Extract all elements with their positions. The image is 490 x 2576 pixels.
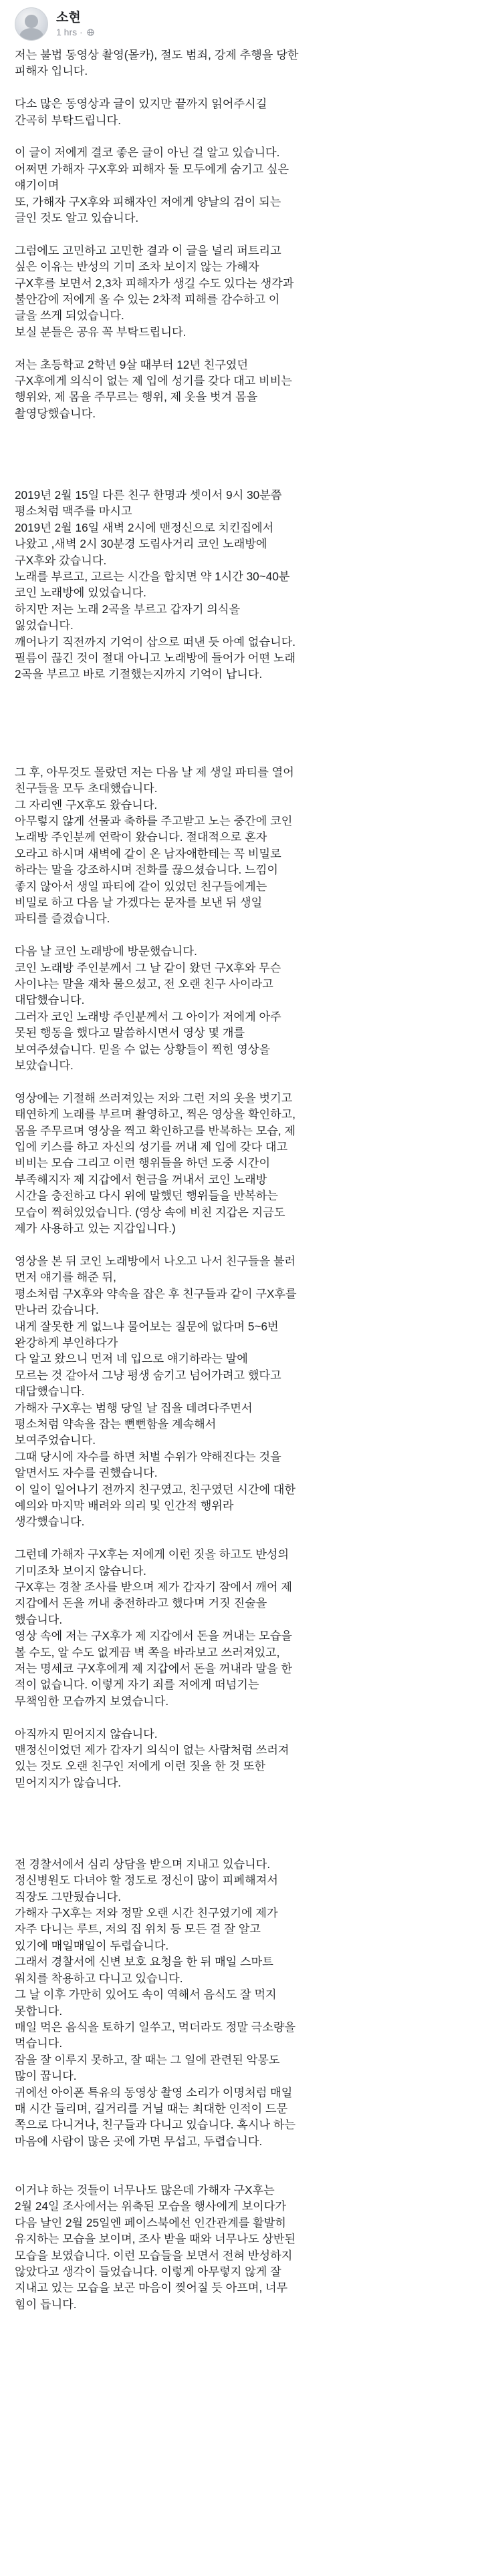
paragraph-spacer (15, 421, 475, 487)
paragraph-spacer (15, 340, 475, 356)
paragraph-spacer (15, 1709, 475, 1725)
post-paragraph-1: 저는 불법 동영상 촬영(몰카), 절도 범죄, 강제 추행을 당한 피해자 입니다. (15, 48, 299, 78)
paragraph-spacer (15, 1237, 475, 1253)
post-paragraph-7: 그 후, 아무것도 몰랐던 저는 다음 날 제 생일 파티를 열어 친구들을 모두 초대했습니다. 그 자리엔 구X후도 왔습니다. 아무렇지 않게 선물과 축하를 주고받고 노는 중간에 코인 노래방 주인분께 연락이 왔습니다. 절대적으로 혼자 오라고 하시며 새벽에 같이 온 남자애한테는 꼭 비밀로 하라는 말을 강조하시며 전화를 끊으셨습니다. 느낌이 좋지 않아서 생일 파티에 같이 있었던 친구들에게는 비밀로 하고 다음 날 가겠다는 문자를 보낸 뒤 생일 파티를 즐겼습니다. (15, 765, 294, 926)
post-paragraph-8: 다음 날 코인 노래방에 방문했습니다. 코인 노래방 주인분께서 그 날 같이 왔던 구X후와 무슨 사이냐는 말을 재차 물으셨고, 전 오랜 친구 사이라고 대답했습니다. 그러자 코인 노래방 주인분께서 그 아이가 저에게 아주 못된 행동을 했다고 말씀하시면서 영상 몇 개를 보여주셨습니다. 믿을 수 없는 상황들이 찍힌 영상을 보았습니다. (15, 944, 281, 1073)
author-avatar[interactable] (15, 7, 48, 41)
post-timestamp[interactable]: 1 hrs · (56, 27, 83, 37)
paragraph-spacer (15, 1073, 475, 1089)
post-body (0, 43, 490, 2312)
paragraph-spacer (15, 226, 475, 242)
author-name[interactable]: 소현 (56, 11, 81, 25)
paragraph-spacer (15, 128, 475, 144)
paragraph-spacer (15, 927, 475, 943)
post-paragraph-14: 이거냐 하는 것들이 너무나도 많은데 가해자 구X후는 2월 24일 조사에서는 위축된 모습을 행사에게 보이다가 다음 날인 2월 25일엔 페이스북에선 인간관계를 활발히 유지하는 모습을 보이며, 조사 받을 때와 너무나도 상반된 모습을 보였습니다. 이런 모습들을 보면서 전혀 반성하지 않았다고 생각이 들었습니다. 이렇게 아무렇지 않게 잘 지내고 있는 모습을 보곤 마음이 찢어질 듯 아프며, 너무 힘이 듭니다. (15, 2183, 296, 2311)
post-meta (56, 10, 94, 38)
post-paragraph-11: 그런데 가해자 구X후는 저에게 이런 짓을 하고도 반성의 기미조차 보이지 않습니다. 구X후는 경찰 조사를 받으며 제가 갑자기 잠에서 깨어 제 지갑에서 돈을 꺼내 충전하라고 했다며 거짓 진술을 했습니다. 영상 속에 저는 구X후가 제 지갑에서 돈을 꺼내는 모습을 볼 수도, 알 수도 없게끔 벽 쪽을 바라보고 쓰러져있고, 저는 명세코 구X후에게 제 지갑에서 돈을 꺼내라 말을 한 적이 없습니다. 이렇게 자기 죄를 저에게 떠넘기는 무책임한 모습까지 보였습니다. (15, 1547, 292, 1708)
post-paragraph-3: 이 글이 저에게 결코 좋은 글이 아닌 걸 알고 있습니다. 어쩌면 가해자 구X후와 피해자 둘 모두에게 숨기고 싶은 얘기이며 또, 가해자 구X후와 피해자인 저에게 양날의 검이 되는 글인 것도 알고 있습니다. (15, 146, 289, 225)
post-paragraph-12: 아직까지 믿어지지 않습니다. 맨정신이었던 제가 갑자기 의식이 없는 사람처럼 쓰러져 있는 것도 오랜 친구인 저에게 이런 짓을 한 것 또한 믿어지지가 않습니다. (15, 1726, 289, 1789)
post-paragraph-13: 전 경찰서에서 심리 상담을 받으며 지내고 있습니다. 정신병원도 다녀야 할 정도로 정신이 많이 피폐해져서 직장도 그만뒀습니다. 가해자 구X후는 저와 정말 오랜 시간 친구였기에 제가 자주 다니는 루트, 저의 집 위치 등 모든 걸 잘 알고 있기에 매일매일이 두렵습니다. 그래서 경찰서에 신변 보호 요청을 한 뒤 매일 스마트 워치를 착용하고 다니고 있습니다. 그 날 이후 가만히 있어도 속이 역해서 음식도 잘 먹지 못합니다. 매일 먹은 음식을 토하기 일쑤고, 먹더라도 정말 극소량을 먹습니다. 잠을 잘 이루지 못하고, 잘 때는 그 일에 관련된 악몽도 많이 꿉니다. 귀에선 아이폰 특유의 동영상 촬영 소리가 이명처럼 매일 매 시간 들리며, 길거리를 거닐 때는 최대한 인적이 드문 쪽으로 다니거나, 친구들과 다니고 있습니다. 혹시나 하는 마음에 사람이 많은 곳에 가면 무섭고, 두렵습니다. (15, 1857, 296, 2148)
post-paragraph-6: 2019년 2월 15일 다른 친구 한명과 셋이서 9시 30분쯤 평소처럼 맥주를 마시고 2019년 2월 16일 새벽 2시에 맨정신으로 치킨집에서 나왔고 ,새벽 2시 30분경 도림사거리 코인 노래방에 구X후와 갔습니다. 노래를 부르고, 고르는 시간을 합치면 약 1시간 30~40분 코인 노래방에 있었습니다. 하지만 저는 노래 2곡을 부르고 갑자기 의식을 잃었습니다. 깨어나기 직전까지 기억이 삽으로 떠낸 듯 아예 없습니다. 필름이 끊긴 것이 절대 아니고 노래방에 들어가 어떤 노래 2곡을 부르고 바로 기절했는지까지 기억이 납니다. (15, 488, 296, 681)
post-paragraph-10: 영상을 본 뒤 코인 노래방에서 나오고 나서 친구들을 불러 먼저 얘기를 해준 뒤, 평소처럼 구X후와 약속을 잡은 후 친구들과 같이 구X후를 만나러 갔습니다. 내게 잘못한 게 없느냐 물어보는 질문에 없다며 5~6번 완강하게 부인하다가 다 알고 왔으니 먼저 네 입으로 얘기하라는 말에 모르는 것 같아서 그냥 평생 숨기고 넘어가려고 했다고 대답했습니다. 가해자 구X후는 범행 당일 날 집을 데려다주면서 평소처럼 약속을 잡는 뻔뻔함을 계속해서 보여주었습니다. 그때 당시에 자수를 하면 처벌 수위가 약해진다는 것을 알면서도 자수를 권했습니다. 이 일이 일어나기 전까지 친구였고, 친구였던 시간에 대한 예의와 마지막 배려와 의리 및 인간적 행위라 생각했습니다. (15, 1254, 297, 1529)
post-paragraph-2: 다소 많은 동영상과 글이 있지만 끝까지 읽어주시길 간곡히 부탁드립니다. (15, 97, 267, 127)
paragraph-spacer (15, 1530, 475, 1546)
post-paragraph-9: 영상에는 기절해 쓰러져있는 저와 그런 저의 옷을 벗기고 태연하게 노래를 부르며 촬영하고, 찍은 영상을 확인하고, 몸을 주무르며 영상을 찍고 확인하고를 반복하는 모습, 제 입에 키스를 하고 자신의 성기를 꺼내 제 입에 갖다 대고 비비는 모습 그리고 이런 행위들을 하던 도중 시간이 부족해지자 제 지갑에서 현금을 꺼내서 코인 노래방 시간을 충전하고 다시 위에 말했던 행위들을 반복하는 모습이 찍혀있었습니다. (영상 속에 비친 지갑은 지금도 제가 사용하고 있는 지갑입니다.) (15, 1091, 296, 1236)
globe-icon (87, 29, 94, 36)
post-paragraph-4: 그럼에도 고민하고 고민한 결과 이 글을 널리 퍼트리고 싶은 이유는 반성의 기미 조차 보이지 않는 가해자 구X후를 보면서 2,3차 피해자가 생길 수도 있다는 생각과 불안감에 저에게 올 수 있는 2차적 피해를 감수하고 이 글을 쓰게 되었습니다. 보실 분들은 공유 꼭 부탁드립니다. (15, 243, 294, 339)
post-header (0, 0, 490, 43)
paragraph-spacer (15, 683, 475, 764)
post-timestamp-row (56, 26, 94, 38)
paragraph-spacer (15, 79, 475, 96)
paragraph-spacer (15, 2149, 475, 2182)
post-paragraph-5: 저는 초등학교 2학년 9살 때부터 12년 친구였던 구X후에게 의식이 없는 제 입에 성기를 갖다 대고 비비는 행위와, 제 몸을 주무르는 행위, 제 옷을 벗겨 몸을 촬영당했습니다. (15, 357, 292, 420)
paragraph-spacer (15, 1791, 475, 1856)
